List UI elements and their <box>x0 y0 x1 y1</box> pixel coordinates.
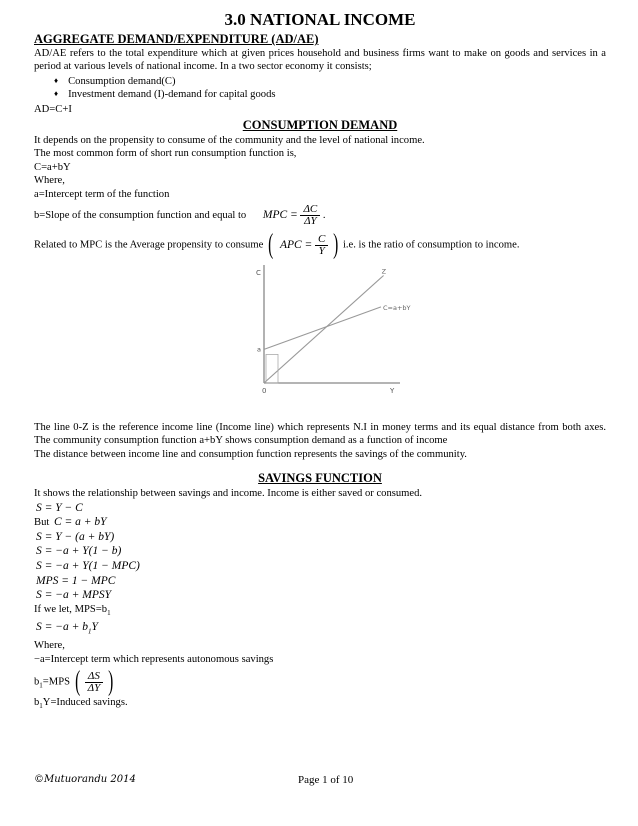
ad-formula: AD=C+I <box>34 103 72 115</box>
x-axis-label: Y <box>390 387 395 396</box>
equation: S = −a + Y(1 − MPC) <box>36 560 140 573</box>
consumption-function: C=a+bY <box>34 161 71 173</box>
origin-label: 0 <box>262 387 267 396</box>
y-axis-label: C <box>256 269 261 278</box>
equation: S = −a + Y(1 − b) <box>36 545 122 558</box>
income-line-paragraph: The line 0-Z is the reference income line (Income line) which represents N.I in money terms and its equal distance from both axes. The community consumption function a+bY shows consumption demand as a function of income <box>34 422 606 447</box>
section-heading-savings-function: SAVINGS FUNCTION <box>258 471 382 486</box>
where-label: Where, <box>34 175 65 187</box>
section-heading-consumption-demand: CONSUMPTION DEMAND <box>242 118 398 133</box>
induced-savings-definition: $b_1Y=Induced$ savings. <box>34 697 128 711</box>
apc-lhs: APC = <box>279 238 313 251</box>
apc-fraction: $\frac{C}{Y}$ <box>315 234 328 257</box>
series-label: Z <box>381 267 387 276</box>
savings-intro: It shows the relationship between savings and income. Income is either saved or consumed. <box>34 488 423 500</box>
list-item: ♦ Consumption demand(C) <box>54 75 606 88</box>
mpc-lhs: MPC = <box>262 209 298 221</box>
document-page <box>34 10 606 714</box>
income-line <box>264 276 384 384</box>
intercept-label: a <box>257 345 261 354</box>
equation: MPS = 1 − MPC <box>36 574 116 587</box>
consumption-line <box>264 307 381 350</box>
apc-definition: Related to MPC is the Average propensity to consume ( APC = $\frac{C}{Y}$ ) i.e. is the ratio of consumption to income. <box>34 229 520 261</box>
list-item: ♦ Investment demand (I)-demand for capital goods <box>54 88 606 101</box>
mps-definition: $b_1=MPS$ ( $\frac{\Delta S}{\Delta Y}$ ) <box>34 666 114 698</box>
slope-definition: b=Slope of the consumption function and equal to MPC = $\frac{\Delta C}{\Delta Y}$ . <box>34 203 326 228</box>
section-heading-aggregate-demand: AGGREGATE DEMAND/EXPENDITURE (AD/AE) <box>34 32 319 46</box>
intercept-box <box>266 354 278 383</box>
copyright-text: ©Mutuorandu 2014 <box>34 774 136 785</box>
consumption-function-chart <box>34 261 606 415</box>
equation: S = Y − (a + bY) <box>36 530 115 543</box>
series-label: C=a+bY <box>383 303 411 312</box>
equation: $S = -a + b_1Y$ <box>36 621 98 636</box>
equation: But C = a + bY <box>34 516 107 529</box>
equation: S = −a + MPSY <box>36 589 112 602</box>
intercept-definition: a=Intercept term of the function <box>34 188 170 200</box>
equation: S = Y − C <box>36 501 83 514</box>
consumption-line-1: It depends on the propensity to consume of the community and the level of national income. <box>34 135 425 147</box>
aggregate-demand-list <box>34 75 606 102</box>
let-statement: If we let, $MPS=b_1$ <box>34 603 111 617</box>
autonomous-savings-definition: −a=Intercept term which represents autonomous savings <box>34 653 274 665</box>
mpc-fraction: $\frac{\Delta C}{\Delta Y}$ <box>300 204 320 227</box>
consumption-line-2: The most common form of short run consumption function is, <box>34 148 297 160</box>
chart-svg <box>234 261 414 411</box>
mps-fraction: $\frac{\Delta S}{\Delta Y}$ <box>85 671 104 694</box>
page-number: Page 1 of 10 <box>298 774 354 786</box>
aggregate-demand-intro: AD/AE refers to the total expenditure which at given prices household and business firms want to make on goods and services in a period at various levels of national income. In a two sector economy it consists; <box>34 48 606 73</box>
where-label: Where, <box>34 640 65 652</box>
savings-distance-paragraph: The distance between income line and consumption function represents the savings of the community. <box>34 448 467 460</box>
page-title: 3.0 NATIONAL INCOME <box>224 10 416 29</box>
